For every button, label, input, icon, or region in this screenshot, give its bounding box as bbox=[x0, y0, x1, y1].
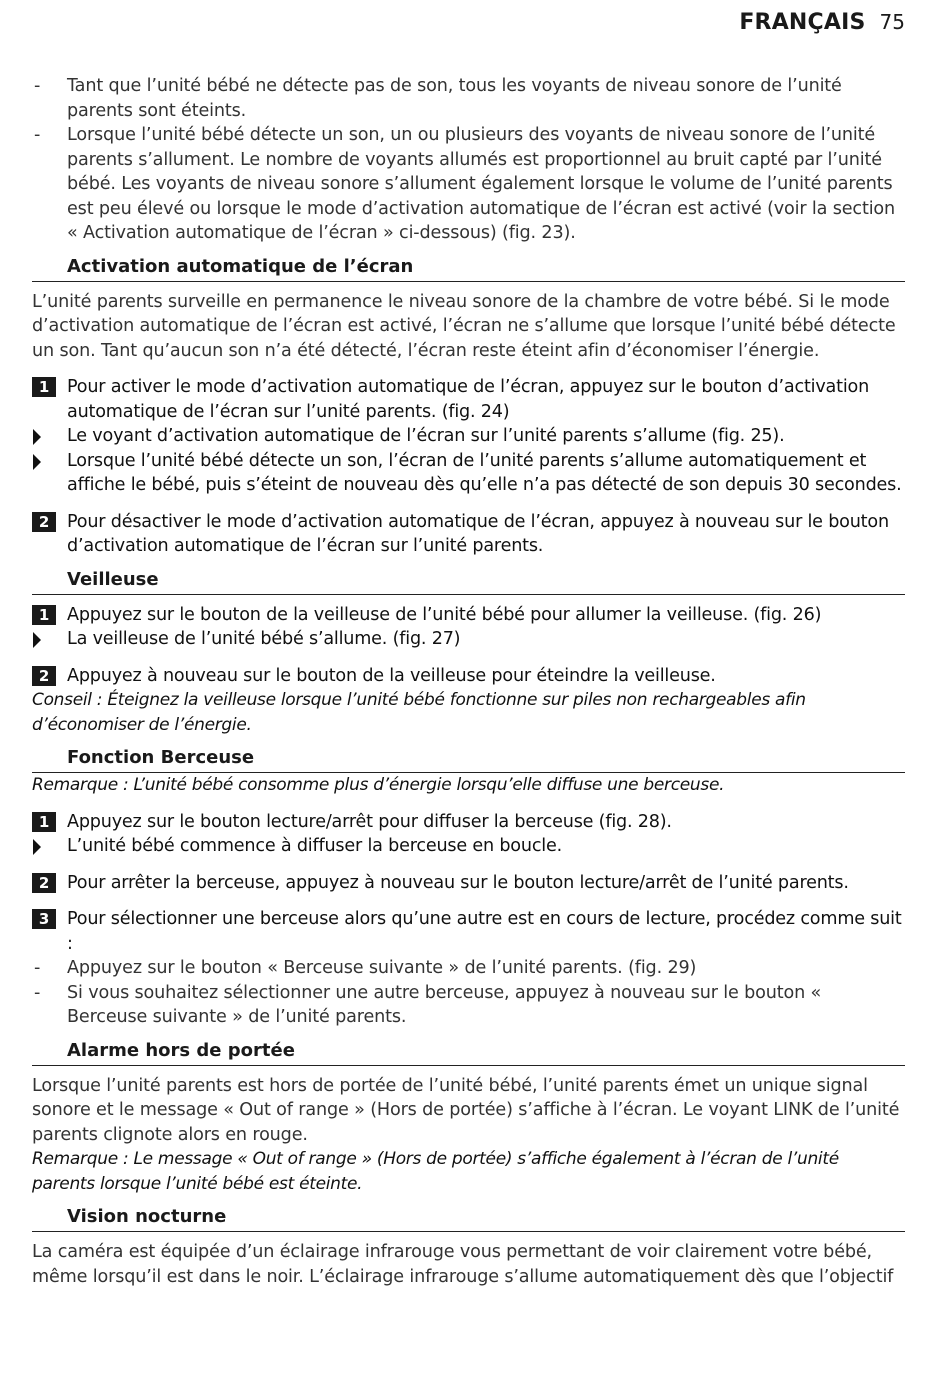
page-number: 75 bbox=[879, 10, 905, 34]
intro-bullet: - Lorsque l’unité bébé détecte un son, un ou plusieurs des voyants de niveau sonore de l’unité parents s’allument. Le nombre de voyants allumés est proportionnel au bruit capté par l’unité bébé. Les voyants de niveau sonore s’allument également lorsque le volume de l’unité parents est peu élevé ou lorsque le mode d’activation automatique de l’écran est activé (voir la section « Activation automatique de l’écran » ci-dessous) (fig. 23). bbox=[32, 123, 905, 246]
section-heading-vision: Vision nocturne bbox=[32, 1205, 905, 1232]
step-item bbox=[32, 375, 905, 424]
step-item bbox=[32, 510, 905, 559]
result-item bbox=[32, 424, 905, 449]
step-item bbox=[32, 603, 905, 628]
step-number-badge: 3 bbox=[32, 909, 56, 929]
sub-bullet: - Appuyez sur le bouton « Berceuse suivante » de l’unité parents. (fig. 29) bbox=[32, 956, 905, 981]
section-heading-alarme: Alarme hors de portée bbox=[32, 1039, 905, 1066]
step-number-badge: 1 bbox=[32, 812, 56, 832]
step-number-badge: 2 bbox=[32, 873, 56, 893]
step-number-badge: 2 bbox=[32, 512, 56, 532]
section-heading-activation: Activation automatique de l’écran bbox=[32, 255, 905, 282]
section-paragraph: Lorsque l’unité parents est hors de portée de l’unité bébé, l’unité parents émet un unique signal sonore et le message « Out of range » (Hors de portée) s’affiche à l’écran. Le voyant LINK de l’unité parents clignote alors en rouge. bbox=[32, 1075, 900, 1145]
step-text: Pour sélectionner une berceuse alors qu’une autre est en cours de lecture, procédez comme suit : bbox=[67, 909, 902, 954]
result-text: Le voyant d’activation automatique de l’écran sur l’unité parents s’allume (fig. 25). bbox=[67, 426, 785, 446]
section-paragraph: La caméra est équipée d’un éclairage infrarouge vous permettant de voir clairement votre bébé, même lorsqu’il est dans le noir. L’éclairage infrarouge s’allume automatiquement dès que l’objectif bbox=[32, 1242, 894, 1287]
tip-note: Conseil : Éteignez la veilleuse lorsque l’unité bébé fonctionne sur piles non rechargeables afin d’économiser de l’énergie. bbox=[32, 690, 806, 735]
section-heading-veilleuse: Veilleuse bbox=[32, 568, 905, 595]
remark-note: Remarque : Le message « Out of range » (Hors de portée) s’affiche également à l’écran de l’unité parents lorsque l’unité bébé est éteinte. bbox=[32, 1149, 839, 1194]
section-heading-berceuse: Fonction Berceuse bbox=[32, 746, 905, 773]
step-text: Appuyez à nouveau sur le bouton de la veilleuse pour éteindre la veilleuse. bbox=[67, 665, 716, 686]
section-paragraph: L’unité parents surveille en permanence le niveau sonore de la chambre de votre bébé. Si le mode d’activation automatique de l’écran est activé, l’écran ne s’allume que lorsque l’unité bébé détecte un son. Tant qu’aucun son n’a été détecté, l’écran reste éteint afin d’économiser l’énergie. bbox=[32, 291, 896, 361]
result-item bbox=[32, 834, 905, 859]
result-text: Lorsque l’unité bébé détecte un son, l’écran de l’unité parents s’allume automatiquement et affiche le bébé, puis s’éteint de nouveau dès qu’elle n’a pas détecté de son depuis 30 secondes. bbox=[67, 450, 902, 495]
step-text: Pour arrêter la berceuse, appuyez à nouveau sur le bouton lecture/arrêt de l’unité parents. bbox=[67, 872, 849, 893]
step-number-badge: 2 bbox=[32, 666, 56, 686]
result-arrow-icon bbox=[33, 839, 41, 855]
result-item bbox=[32, 627, 905, 652]
step-text: Appuyez sur le bouton de la veilleuse de l’unité bébé pour allumer la veilleuse. (fig. 26) bbox=[67, 604, 822, 625]
step-number-badge: 1 bbox=[32, 377, 56, 397]
result-text: La veilleuse de l’unité bébé s’allume. (fig. 27) bbox=[67, 629, 461, 649]
step-item bbox=[32, 871, 905, 896]
step-item bbox=[32, 664, 905, 689]
language-label: FRANÇAIS bbox=[739, 10, 866, 35]
step-text: Appuyez sur le bouton lecture/arrêt pour diffuser la berceuse (fig. 28). bbox=[67, 811, 672, 832]
result-text: L’unité bébé commence à diffuser la berceuse en boucle. bbox=[67, 836, 563, 856]
intro-bullet: - Tant que l’unité bébé ne détecte pas de son, tous les voyants de niveau sonore de l’unité parents sont éteints. bbox=[32, 74, 905, 123]
page-header bbox=[739, 10, 905, 35]
result-item bbox=[32, 449, 905, 498]
step-item bbox=[32, 907, 905, 956]
page-content bbox=[32, 74, 905, 1289]
sub-bullet: - Si vous souhaitez sélectionner une autre berceuse, appuyez à nouveau sur le bouton « Berceuse suivante » de l’unité parents. bbox=[32, 981, 905, 1030]
step-item bbox=[32, 810, 905, 835]
result-arrow-icon bbox=[33, 454, 41, 470]
step-number-badge: 1 bbox=[32, 605, 56, 625]
step-text: Pour désactiver le mode d’activation automatique de l’écran, appuyez à nouveau sur le bouton d’activation automatique de l’écran sur l’unité parents. bbox=[67, 511, 889, 556]
remark-note: Remarque : L’unité bébé consomme plus d’énergie lorsqu’elle diffuse une berceuse. bbox=[32, 775, 725, 795]
step-text: Pour activer le mode d’activation automatique de l’écran, appuyez sur le bouton d’activation automatique de l’écran sur l’unité parents. (fig. 24) bbox=[67, 377, 870, 422]
result-arrow-icon bbox=[33, 429, 41, 445]
result-arrow-icon bbox=[33, 632, 41, 648]
